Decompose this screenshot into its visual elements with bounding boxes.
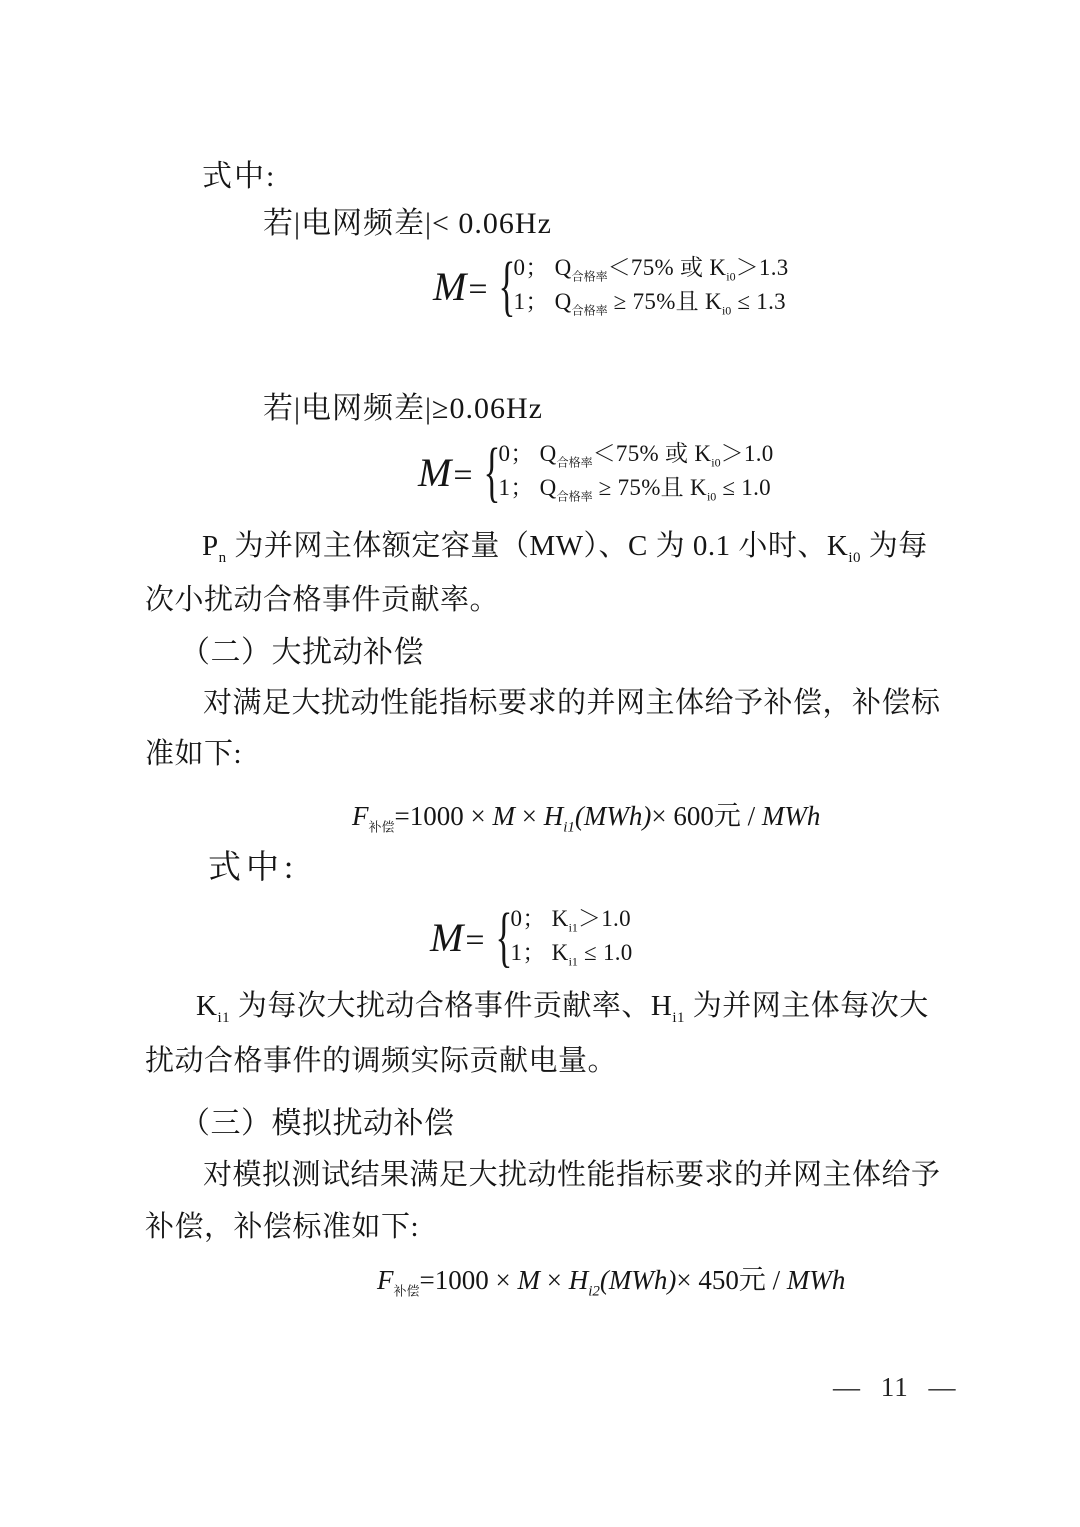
equals-sign: = (453, 456, 473, 494)
m-piecewise-formula-3 (430, 899, 633, 974)
case-list (511, 905, 633, 969)
paragraph-large-disturbance-line2: 准如下: (145, 738, 243, 770)
m-lhs (418, 449, 473, 496)
left-brace-icon: { (495, 899, 512, 974)
m-lhs (430, 914, 485, 961)
case-row: 1； $K_{i1} \le 1.0$ (510, 940, 633, 969)
case-row: 0； $K_{i1}>1.0$ (510, 906, 631, 935)
formula-note-label-1: 式中: (202, 160, 277, 193)
paragraph-pn-line1: $P_n$ 为并网主体额定容量（MW）、C 为 0.1 小时、$K_{i0}$ 为每 (202, 530, 928, 566)
section-heading-2: （二）大扰动补偿 (180, 636, 424, 669)
equals-sign: = (468, 270, 488, 308)
paragraph-simulated-line2: 补偿，补偿标准如下: (145, 1211, 420, 1243)
case-list (514, 254, 789, 318)
m-symbol: M (433, 263, 467, 309)
condition-large-deviation: 若|电网频差|≥0.06Hz (263, 392, 543, 425)
compensation-formula-450: $F_{补偿}=1000 \times M \times H_{i2}(MWh)\times 450$元 / MWh (377, 1265, 846, 1300)
page-number: — 11 — (833, 1372, 957, 1402)
paragraph-ki1-line2: 扰动合格事件的调频实际贡献电量。 (145, 1045, 618, 1077)
m-piecewise-formula-2 (418, 434, 774, 509)
paragraph-simulated-line1: 对模拟测试结果满足大扰动性能指标要求的并网主体给予 (203, 1159, 941, 1191)
case-row: 1； $Q_{合格率} \ge 75\%$且 $K_{i0} \le 1.3$ (513, 289, 786, 318)
condition-small-deviation: 若|电网频差|< 0.06Hz (263, 207, 552, 240)
paragraph-pn-line2: 次小扰动合格事件贡献率。 (145, 584, 500, 616)
case-row: 1； $Q_{合格率} \ge 75\%$且 $K_{i0} \le 1.0$ (498, 475, 771, 504)
section-heading-3: （三）模拟扰动补偿 (180, 1107, 455, 1140)
left-brace-icon: { (498, 248, 515, 323)
case-row: 0； $Q_{合格率}<75\%$ 或 $K_{i0}>1.3$ (513, 255, 789, 284)
paragraph-ki1-line1: $K_{i1}$ 为每次大扰动合格事件贡献率、$H_{i1}$ 为并网主体每次大 (196, 990, 929, 1026)
m-piecewise-formula-1 (433, 248, 789, 323)
m-lhs (433, 263, 488, 310)
case-list (499, 440, 774, 504)
paragraph-large-disturbance-line1: 对满足大扰动性能指标要求的并网主体给予补偿，补偿标 (203, 687, 941, 719)
equals-sign: = (465, 921, 485, 959)
m-symbol: M (430, 914, 464, 960)
left-brace-icon: { (483, 434, 500, 509)
case-row: 0； $Q_{合格率}<75\%$ 或 $K_{i0}>1.0$ (498, 441, 774, 470)
formula-note-label-2: 式中: (208, 850, 299, 886)
m-symbol: M (418, 449, 452, 495)
compensation-formula-600: $F_{补偿}=1000 \times M \times H_{i1}(MWh)\times 600$元 / MWh (352, 801, 821, 836)
